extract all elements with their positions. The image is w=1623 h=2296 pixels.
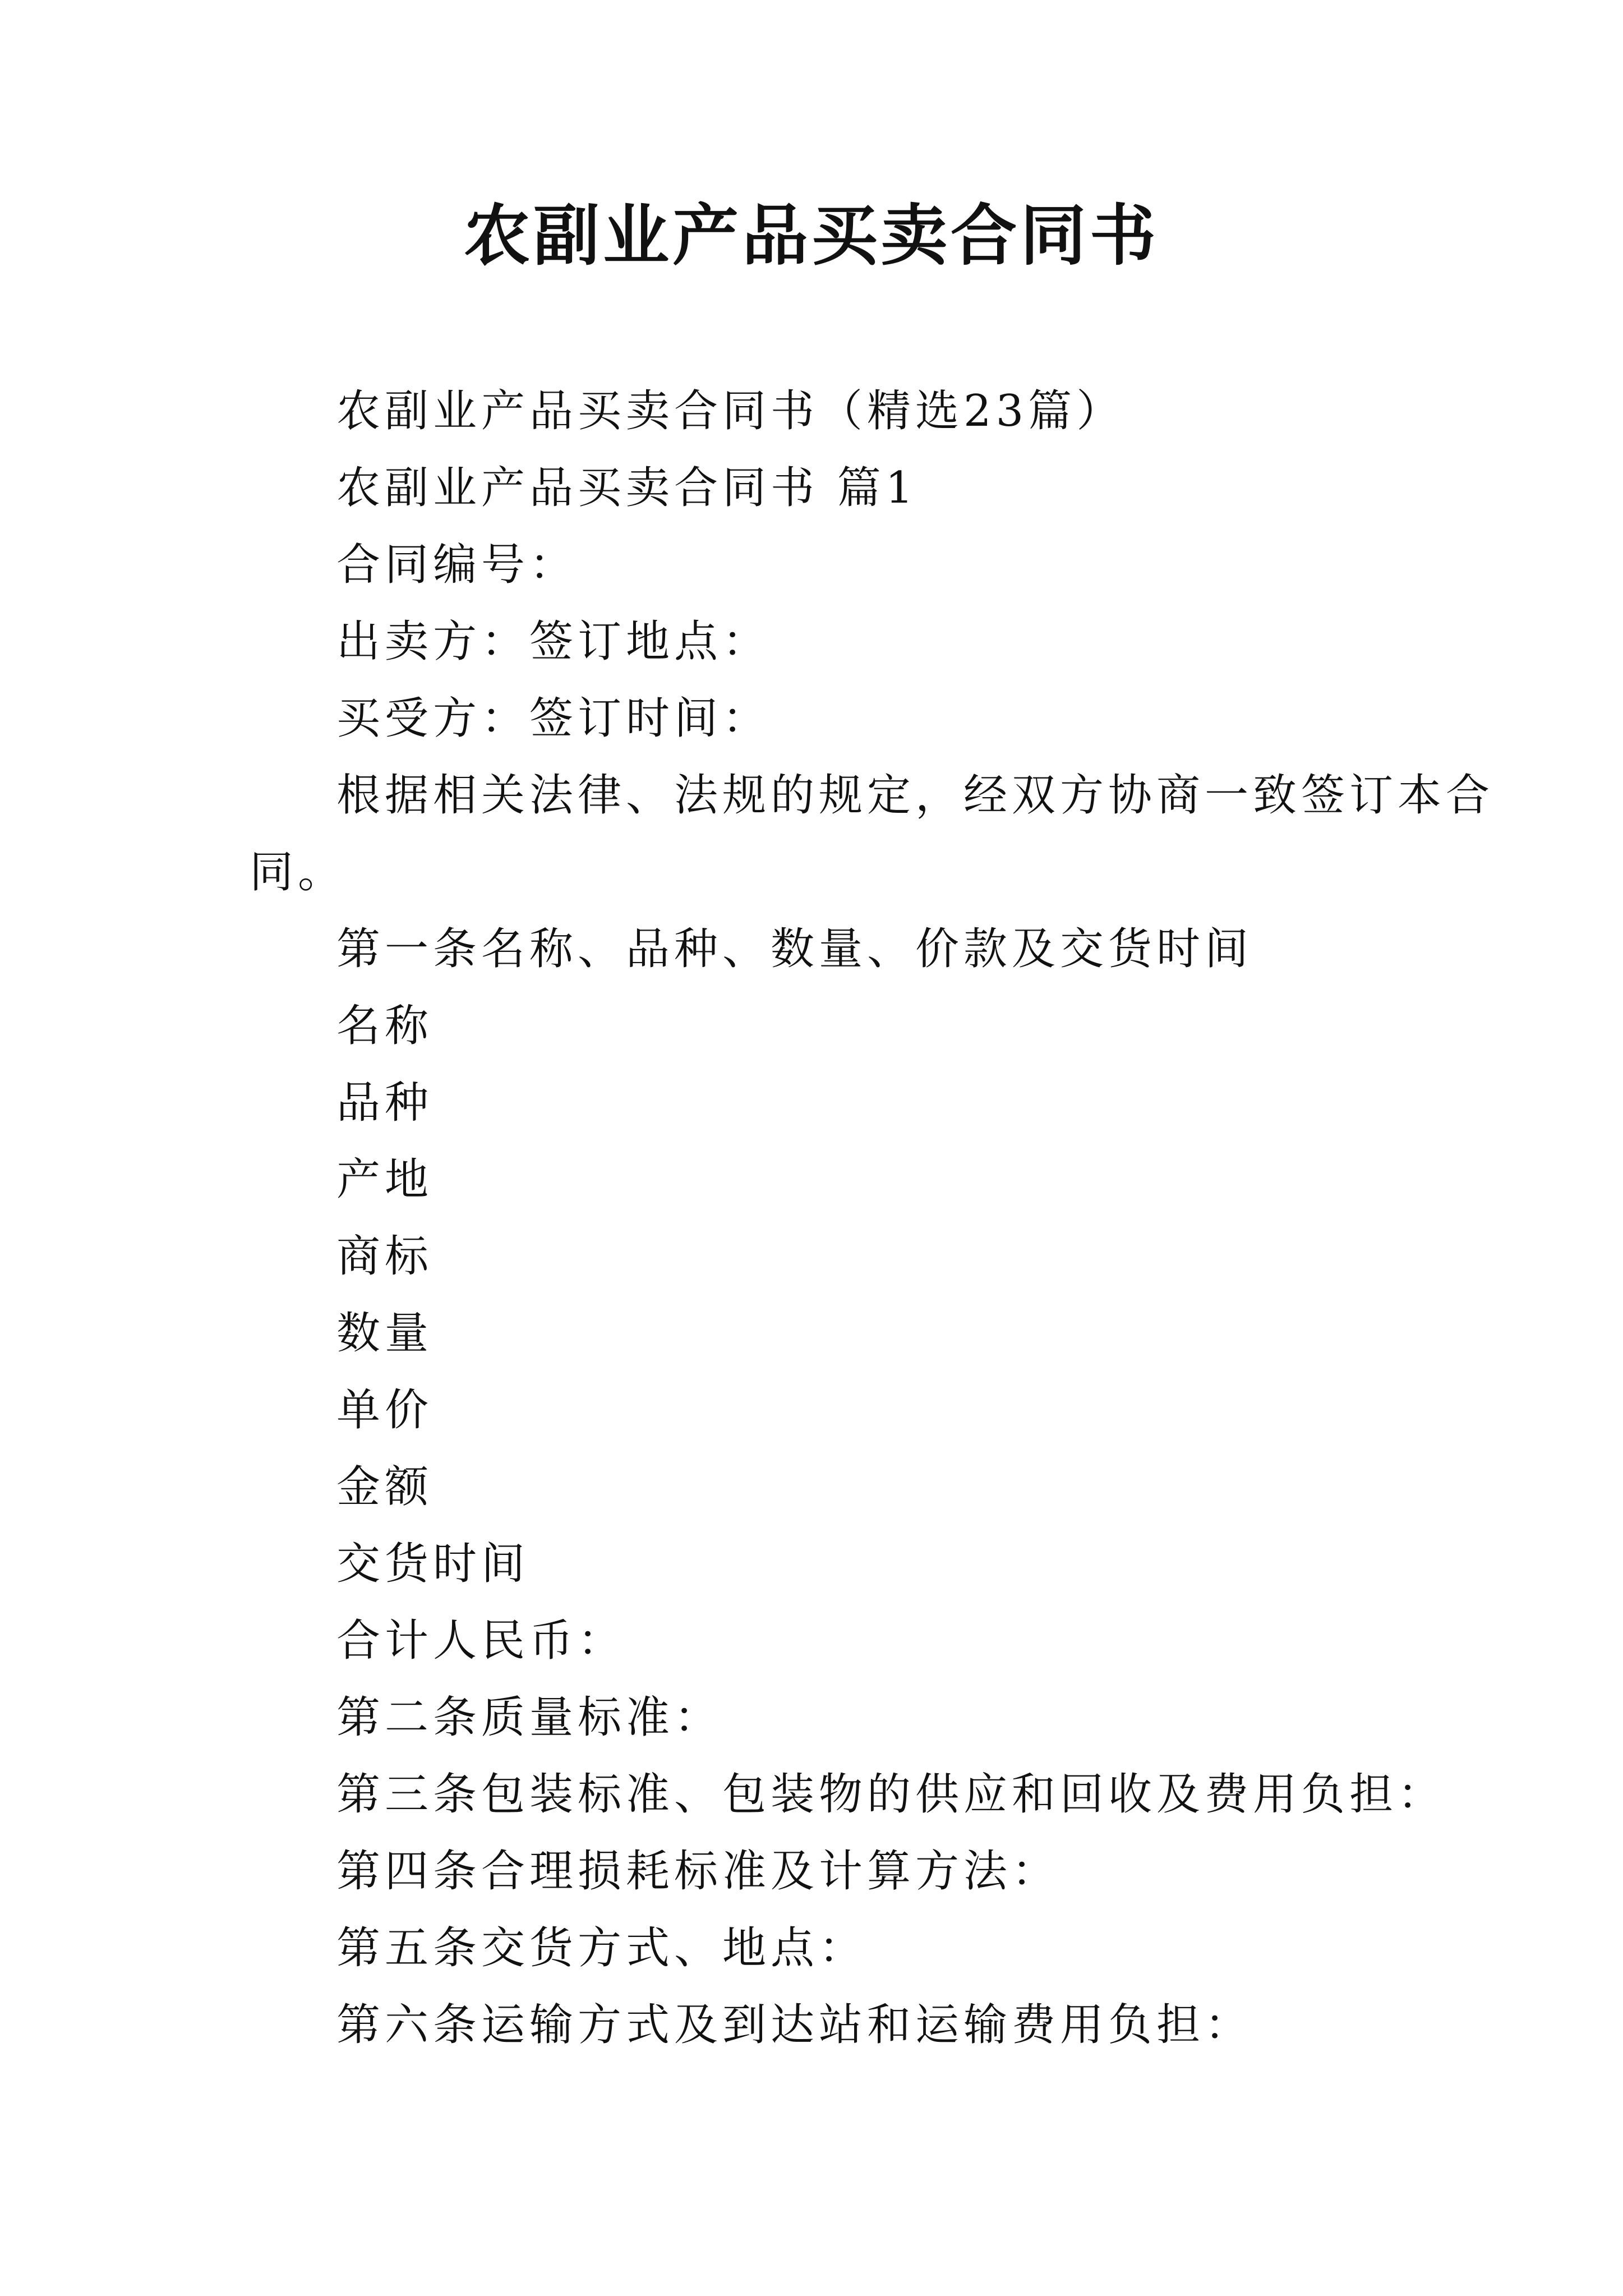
field-buyer-time: 买受方：签订时间： [336,693,771,744]
document-title: 农副业产品买卖合同书 [463,196,1159,274]
paragraph-article-heading: 农副业产品买卖合同书 篇1 [336,463,918,513]
field-contract-number: 合同编号： [336,540,578,590]
item-name: 名称 [336,1001,434,1051]
clause-1-heading: 第一条名称、品种、数量、价款及交货时间 [336,924,1253,974]
paragraph-preamble-continued: 同。 [250,847,347,898]
item-delivery-time: 交货时间 [336,1539,530,1589]
item-unit-price: 单价 [336,1385,434,1435]
field-seller-place: 出卖方：签订地点： [336,616,771,667]
paragraph-preamble: 根据相关法律、法规的规定，经双方协商一致签订本合 [336,770,1495,821]
item-origin: 产地 [336,1154,434,1205]
item-variety: 品种 [336,1078,434,1128]
item-total-rmb: 合计人民币： [336,1616,626,1666]
clause-4-heading: 第四条合理损耗标准及计算方法： [336,1846,1061,1897]
item-trademark: 商标 [336,1231,434,1282]
paragraph-collection-title: 农副业产品买卖合同书（精选23篇） [336,386,1125,436]
document-body [250,373,1495,2064]
item-quantity: 数量 [336,1308,434,1359]
clause-6-heading: 第六条运输方式及到达站和运输费用负担： [336,2000,1253,2050]
clause-5-heading: 第五条交货方式、地点： [336,1923,868,1973]
clause-2-heading: 第二条质量标准： [336,1692,723,1743]
item-amount: 金额 [336,1462,434,1512]
clause-3-heading: 第三条包装标准、包装物的供应和回收及费用负担： [336,1769,1446,1820]
